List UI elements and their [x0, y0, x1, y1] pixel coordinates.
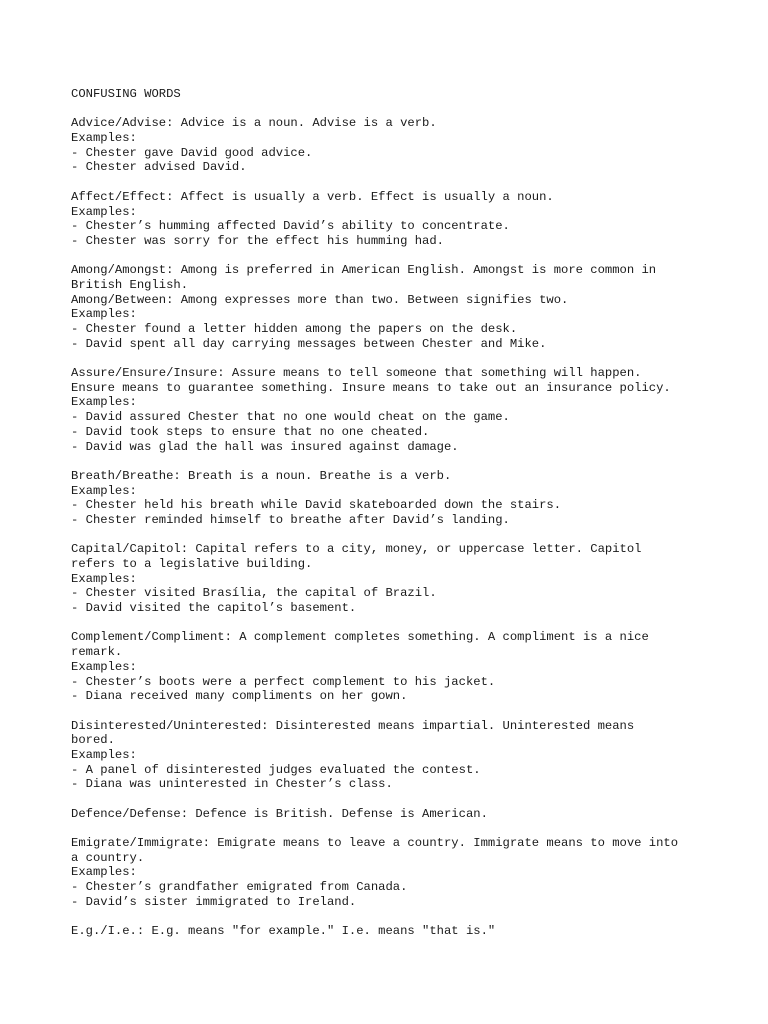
spacer: [71, 175, 731, 190]
entry-line: Capital/Capitol: Capital refers to a city, money, or uppercase letter. Capitol: [71, 542, 642, 557]
entry-assure-ensure-insure: [71, 366, 731, 454]
entry-line: - Chester reminded himself to breathe after David’s landing.: [71, 512, 510, 527]
document-title: CONFUSING WORDS: [71, 87, 181, 101]
entry-eg-ie: [71, 924, 731, 939]
entry-among-amongst-between: [71, 263, 731, 351]
entry-line: - David took steps to ensure that no one cheated.: [71, 424, 430, 439]
entry-line: Advice/Advise: Advice is a noun. Advise is a verb.: [71, 116, 437, 131]
spacer: [71, 528, 731, 543]
entry-line: Examples:: [71, 307, 137, 322]
spacer: [71, 351, 731, 366]
entry-breath-breathe: [71, 469, 731, 528]
entry-line: Breath/Breathe: Breath is a noun. Breathe is a verb.: [71, 468, 452, 483]
spacer: [71, 792, 731, 807]
entry-line: - Diana was uninterested in Chester’s class.: [71, 777, 393, 792]
entry-line: - Chester found a letter hidden among the papers on the desk.: [71, 322, 518, 336]
entry-line: Ensure means to guarantee something. Insure means to take out an insurance policy.: [71, 380, 671, 395]
entry-line: Emigrate/Immigrate: Emigrate means to leave a country. Immigrate means to move into: [71, 836, 679, 851]
document-page: [71, 87, 731, 939]
entry-line: Defence/Defense: Defence is British. Defense is American.: [71, 806, 488, 821]
entry-line: - Chester’s grandfather emigrated from Canada.: [71, 880, 408, 895]
entry-line: - Chester advised David.: [71, 160, 247, 175]
entry-line: remark.: [71, 645, 123, 660]
entry-line: - David spent all day carrying messages between Chester and Mike.: [71, 336, 547, 351]
entry-line: Examples:: [71, 747, 137, 762]
entry-line: - Chester held his breath while David skateboarded down the stairs.: [71, 498, 562, 513]
spacer: [71, 616, 731, 631]
entry-line: - Diana received many compliments on her gown.: [71, 689, 408, 704]
spacer: [71, 454, 731, 469]
entry-complement-compliment: [71, 630, 731, 703]
entry-line: Complement/Compliment: A complement completes something. A compliment is a nice: [71, 630, 649, 645]
entry-disinterested-uninterested: [71, 719, 731, 792]
entry-line: - Chester was sorry for the effect his humming had.: [71, 233, 444, 248]
entry-line: - Chester’s boots were a perfect complement to his jacket.: [71, 674, 496, 689]
entry-line: - David assured Chester that no one would cheat on the game.: [71, 410, 510, 425]
entry-line: British English.: [71, 277, 189, 292]
spacer: [71, 102, 731, 117]
entry-line: Examples:: [71, 395, 137, 410]
entry-line: Disinterested/Uninterested: Disinterested means impartial. Uninterested means: [71, 718, 635, 733]
entry-line: Examples:: [71, 865, 137, 880]
entry-line: a country.: [71, 850, 145, 865]
entry-line: Assure/Ensure/Insure: Assure means to tell someone that something will happen.: [71, 366, 642, 381]
entry-capital-capitol: [71, 542, 731, 615]
entry-emigrate-immigrate: [71, 836, 731, 909]
entry-line: - Chester’s humming affected David’s ability to concentrate.: [71, 219, 510, 234]
entry-line: Among/Amongst: Among is preferred in American English. Amongst is more common in: [71, 263, 657, 278]
entry-line: bored.: [71, 733, 115, 748]
entry-line: - David was glad the hall was insured against damage.: [71, 439, 459, 454]
entry-line: - David visited the capitol’s basement.: [71, 601, 357, 616]
spacer: [71, 249, 731, 264]
spacer: [71, 910, 731, 925]
spacer: [71, 704, 731, 719]
entry-line: Examples:: [71, 659, 137, 674]
entry-line: - A panel of disinterested judges evaluated the contest.: [71, 762, 481, 777]
entry-line: refers to a legislative building.: [71, 557, 313, 571]
entry-line: - Chester gave David good advice.: [71, 145, 313, 160]
entry-line: Examples:: [71, 571, 137, 586]
entry-line: Affect/Effect: Affect is usually a verb. Effect is usually a noun.: [71, 189, 554, 204]
entry-line: Examples:: [71, 204, 137, 219]
entry-advice-advise: [71, 116, 731, 175]
entry-line: - Chester visited Brasília, the capital of Brazil.: [71, 586, 437, 601]
entry-line: E.g./I.e.: E.g. means "for example." I.e. means "that is.": [71, 924, 496, 939]
entry-defence-defense: [71, 807, 731, 822]
entry-line: Examples:: [71, 483, 137, 498]
entry-line: Among/Between: Among expresses more than two. Between signifies two.: [71, 292, 569, 307]
entry-line: Examples:: [71, 131, 137, 146]
entry-line: - David’s sister immigrated to Ireland.: [71, 894, 357, 909]
entry-affect-effect: [71, 190, 731, 249]
spacer: [71, 821, 731, 836]
